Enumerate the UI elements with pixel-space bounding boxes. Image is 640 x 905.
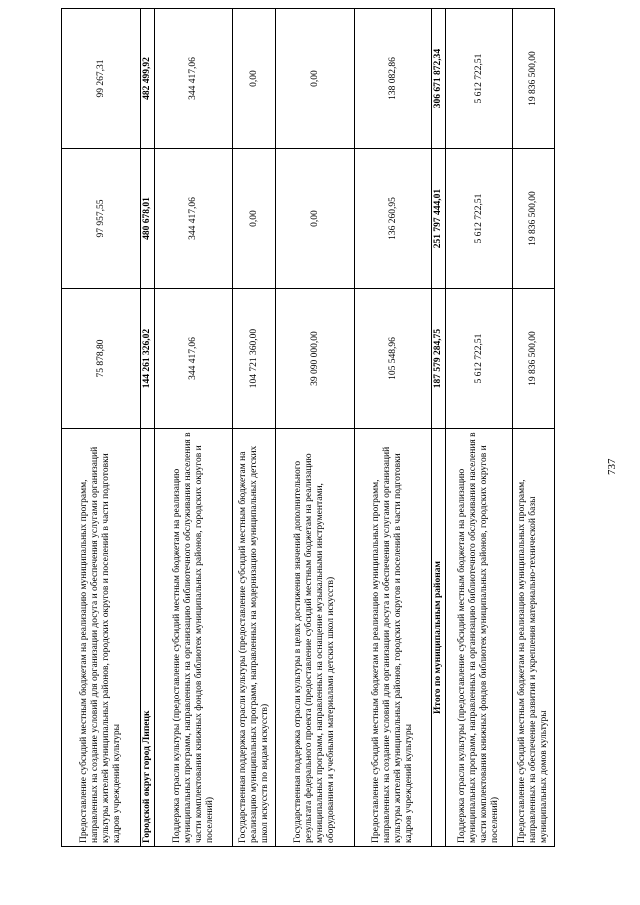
table-row [355,9,432,847]
table-row [432,9,446,847]
value-year-2: 0,00 [276,149,355,289]
value-year-1: 39 090 000,00 [276,289,355,429]
value-year-3: 138 082,86 [355,9,432,149]
value-year-1: 187 579 284,75 [432,289,446,429]
value-year-1: 75 878,80 [62,289,141,429]
row-description: Городской округ город Липецк [141,429,155,847]
row-description: Предоставление субсидий местным бюджетам на реализацию муниципальных программ, направленных на создание условий для организации досуга и обеспечения услугами организаций культуры жителей муниципальных районов, городских округов и поселений в части подготовки кадров учреждений культуры [62,429,141,847]
row-description: Предоставление субсидий местным бюджетам на реализацию муниципальных программ, направленных на создание условий для организации досуга и обеспечения услугами организаций культуры жителей муниципальных районов, городских округов и поселений в части подготовки кадров учреждений культуры [355,429,432,847]
table-row [155,9,233,847]
value-year-2: 19 836 500,00 [513,149,555,289]
row-description: Государственная поддержка отрасли культуры (предоставление субсидий местным бюджетам на реализацию муниципальных программ, направленных на модернизацию муниципальных детских школ искусств по видам искусств) [233,429,276,847]
value-year-1: 19 836 500,00 [513,289,555,429]
value-year-1: 104 721 360,00 [233,289,276,429]
table-row [446,9,513,847]
row-description: Поддержка отрасли культуры (предоставление субсидий местным бюджетам на реализацию муниципальных программ, направленных на организацию библиотечного обслуживания населения в части комплектования книжных фондов библиотек муниципальных районов, городских округов и поселений) [155,429,233,847]
value-year-2: 136 260,95 [355,149,432,289]
value-year-2: 5 612 722,51 [446,149,513,289]
value-year-1: 5 612 722,51 [446,289,513,429]
page-number: 737 [606,458,618,475]
value-year-3: 482 499,92 [141,9,155,149]
table-row [141,9,155,847]
value-year-2: 480 678,01 [141,149,155,289]
value-year-3: 99 267,31 [62,9,141,149]
value-year-3: 5 612 722,51 [446,9,513,149]
value-year-3: 344 417,06 [155,9,233,149]
value-year-3: 0,00 [233,9,276,149]
value-year-1: 105 548,96 [355,289,432,429]
value-year-3: 306 671 872,34 [432,9,446,149]
value-year-3: 19 836 500,00 [513,9,555,149]
table-row [233,9,276,847]
row-description: Предоставление субсидий местным бюджетам на реализацию муниципальных программ, направленных на обеспечение развития и укрепления материально-технической базы муниципальных домов культуры [513,429,555,847]
row-description: Итого по муниципальным районам [432,429,446,847]
table-row [276,9,355,847]
value-year-2: 251 797 444,01 [432,149,446,289]
value-year-2: 97 957,55 [62,149,141,289]
table-row [513,9,555,847]
value-year-1: 344 417,06 [155,289,233,429]
value-year-2: 344 417,06 [155,149,233,289]
table-row [62,9,141,847]
row-description: Поддержка отрасли культуры (предоставление субсидий местным бюджетам на реализацию муниципальных программ, направленных на организацию библиотечного обслуживания населения в части комплектования книжных фондов библиотек муниципальных районов, городских округов и поселений) [446,429,513,847]
row-description: Государственная поддержка отрасли культуры в целях достижения значений дополнительного результата федерального проекта (предоставление субсидий местным бюджетам на реализацию муниципальных программ, направленных на оснащение музыкальными инструментами, оборудованием и учебными материалами детских школ искусств) [276,429,355,847]
value-year-3: 0,00 [276,9,355,149]
value-year-1: 144 261 326,02 [141,289,155,429]
value-year-2: 0,00 [233,149,276,289]
subsidy-table [61,8,555,847]
